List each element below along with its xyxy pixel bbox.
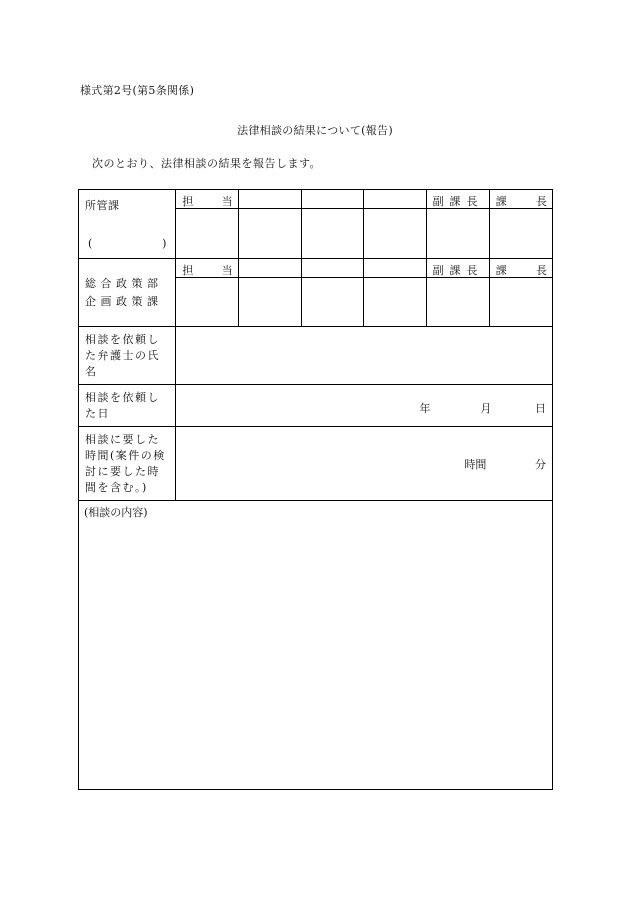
seal-box[interactable] (301, 278, 363, 327)
chief-header (489, 259, 552, 278)
seal-box-tanto[interactable] (176, 278, 238, 327)
responsible-dept-cell[interactable] (79, 190, 176, 259)
approval-header-blank (301, 259, 363, 278)
approval-header-blank (301, 190, 363, 209)
lawyer-name-label: 相談を依頼した弁護士の氏名 (79, 327, 176, 385)
chief-right-char: 長 (536, 264, 547, 277)
content-row (79, 501, 553, 790)
coordinating-dept-cell (79, 259, 176, 327)
seal-box-vice-chief[interactable] (427, 278, 489, 327)
approval-header-blank (364, 190, 427, 209)
content-label: (相談の内容) (84, 506, 148, 519)
tanto-left-char: 担 (182, 264, 194, 277)
vice-chief-header (427, 259, 489, 278)
coordinating-approval-header-row (79, 259, 553, 278)
request-date-label: 相談を依頼した日 (79, 385, 176, 427)
consultation-content-field[interactable] (79, 501, 553, 790)
tanto-right-char: 当 (221, 195, 233, 208)
month-unit: 月 (480, 402, 492, 415)
request-date-field[interactable] (176, 385, 553, 427)
chief-right-char: 長 (536, 195, 547, 208)
approval-header-blank (238, 259, 301, 278)
time-required-label: 相談に要した時間(案件の検討に要した時間を含む。) (79, 427, 176, 501)
year-unit: 年 (419, 402, 431, 415)
hours-unit: 時間 (464, 458, 487, 471)
tanto-left-char: 担 (182, 195, 194, 208)
chief-left-char: 課 (495, 195, 507, 208)
report-form-table (78, 189, 553, 790)
vice-chief-label: 副課長 (432, 264, 484, 277)
coordinating-dept-line1: 総合政策部 (85, 276, 163, 290)
vice-chief-header (427, 190, 489, 209)
time-required-row (79, 427, 553, 501)
seal-box[interactable] (238, 209, 301, 259)
lawyer-name-row (79, 327, 553, 385)
chief-header (489, 190, 552, 209)
approval-header-blank (238, 190, 301, 209)
tanto-header (176, 259, 238, 278)
tanto-header (176, 190, 238, 209)
seal-box[interactable] (364, 278, 427, 327)
minutes-unit: 分 (535, 458, 546, 471)
chief-left-char: 課 (495, 264, 507, 277)
intro-text: 次のとおり、法律相談の結果を報告します。 (92, 157, 322, 170)
coordinating-dept-line2: 企画政策課 (85, 294, 163, 308)
approval-header-blank (364, 259, 427, 278)
tanto-right-char: 当 (221, 264, 233, 277)
document-title: 法律相談の結果について(報告) (237, 124, 393, 137)
time-required-field[interactable] (176, 427, 553, 501)
request-date-row (79, 385, 553, 427)
seal-box[interactable] (364, 209, 427, 259)
responsible-approval-header-row (79, 190, 553, 209)
form-number: 様式第2号(第5条関係) (80, 84, 195, 97)
paren-open: ( (88, 237, 93, 250)
vice-chief-label: 副課長 (432, 195, 484, 208)
seal-box-tanto[interactable] (176, 209, 238, 259)
seal-box-chief[interactable] (489, 278, 552, 327)
seal-box-vice-chief[interactable] (427, 209, 489, 259)
seal-box-chief[interactable] (489, 209, 552, 259)
responsible-dept-label: 所管課 (85, 199, 120, 212)
day-unit: 日 (535, 402, 546, 415)
seal-box[interactable] (301, 209, 363, 259)
seal-box[interactable] (238, 278, 301, 327)
lawyer-name-field[interactable] (176, 327, 553, 385)
paren-close: ) (162, 237, 167, 250)
